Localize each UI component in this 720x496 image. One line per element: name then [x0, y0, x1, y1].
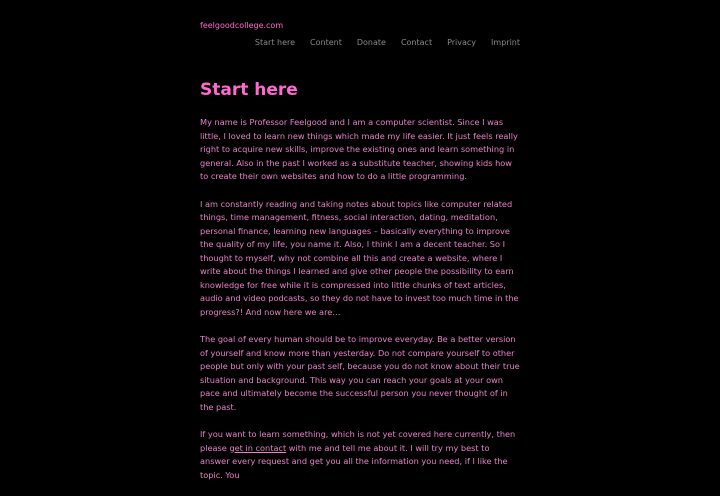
- intro-paragraph: My name is Professor Feelgood and I am a computer scientist. Since I was little, I loved to learn new things which made my life easier. It just feels really right to acquire new skills, improve the existing ones and learn something in general. Also in the past I worked as a substitute teacher, showing kids how to create their own websites and how to do a little programming.: [200, 117, 518, 181]
- nav-start-here[interactable]: Start here: [254, 38, 296, 47]
- nav-content[interactable]: Content: [310, 38, 342, 47]
- page-title: Start here: [200, 80, 298, 100]
- nav-contact[interactable]: Contact: [400, 38, 433, 47]
- nav-imprint[interactable]: Imprint: [491, 38, 520, 47]
- nav-donate[interactable]: Donate: [356, 38, 386, 47]
- contact-paragraph-text-before: If you want to learn something, which is not yet covered here currently, then please: [200, 429, 516, 453]
- goal-paragraph: The goal of every human should be to improve everyday. Be a better version of yourself and know more than yesterday. Do not compare yourself to other people but only with your past self, because you do not know about their true situation and background. This way you can reach your goals at your own pace and ultimately become the successful person you never thought of in the past.: [200, 334, 520, 412]
- topics-paragraph: I am constantly reading and taking notes about topics like computer related things, time management, fitness, social interaction, dating, meditation, personal finance, learning new languages – basically everything to improve the quality of my life, you name it. Also, I think I am a decent teacher. So I thought to myself, why not combine all this and create a website, where I write about the things I learned and give other people the possibility to earn knowledge for free while it is compressed into little chunks of text articles, audio and video podcasts, so they do not have to invest too much time in the progress?! And now here we are…: [200, 198, 519, 317]
- get-in-contact-link[interactable]: get in contact: [229, 442, 287, 453]
- contact-paragraph-text-after: with me and tell me about it. I will try my best to answer every request and get you all the information you need, if I like the topic. You: [200, 442, 508, 480]
- main-nav: [240, 38, 520, 47]
- contact-paragraph: [200, 428, 520, 482]
- article-content: [200, 116, 520, 496]
- site-title-link[interactable]: feelgoodcollege.com: [200, 21, 284, 30]
- nav-privacy[interactable]: Privacy: [447, 38, 477, 47]
